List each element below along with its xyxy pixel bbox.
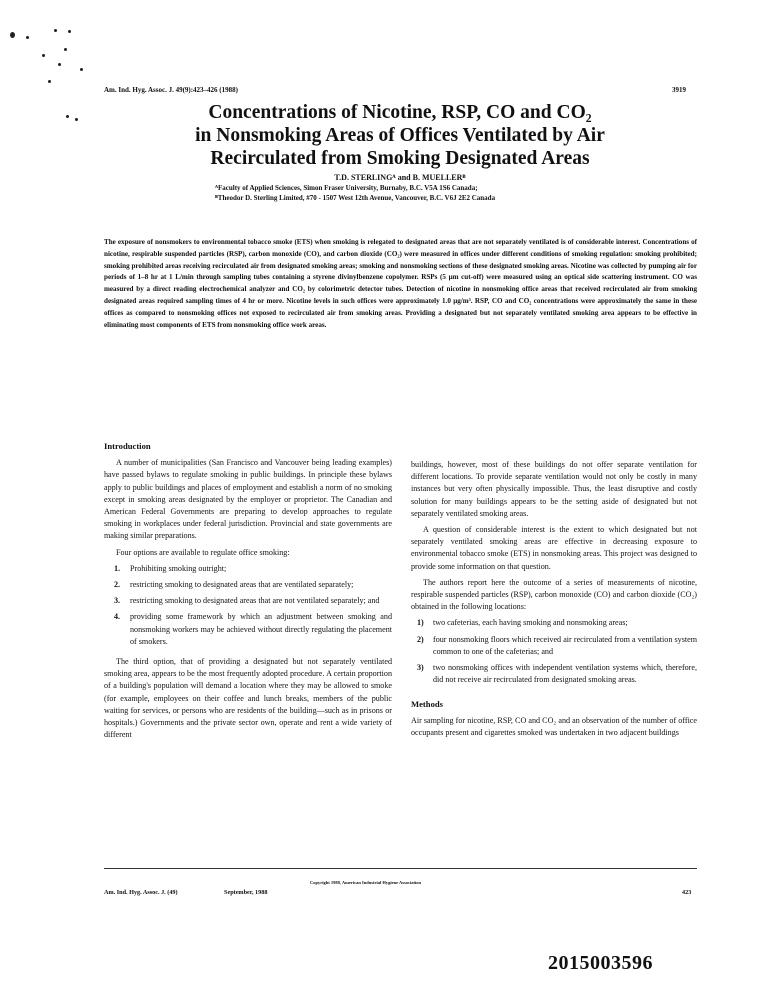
list-item: 3. restricting smoking to designated areas that are not ventilated separately; and: [114, 596, 380, 606]
list-item: 4. providing some framework by which an adjustment between smoking and nonsmoking workers may be achieved without directly regulating the placement of smokers.: [114, 612, 392, 646]
article-title: [120, 101, 680, 170]
bates-number: 2015003596: [548, 952, 653, 974]
right-paragraph-2: A question of considerable interest is the extent to which designated but not separately ventilated smoking areas are effective in decreasing exposure to environmental tobacco smoke (ETS) in nonsmoking areas. This project was designed to provide some information on that question.: [411, 525, 697, 571]
list-item: 2) four nonsmoking floors which received air recirculated from a ventilation system common to one of the cafeterias; and: [417, 634, 697, 656]
affiliation-2: ᴮTheodor D. Sterling Limited, #70 - 1507 West 12th Avenue, Vancouver, B.C. V6J 2E2 Canada: [215, 194, 496, 202]
methods-heading: Methods: [411, 699, 443, 710]
affiliation-1: ᴬFaculty of Applied Sciences, Simon Fraser University, Burnaby, B.C. V5A 1S6 Canada;: [215, 184, 478, 192]
list-item: 2. restricting smoking to designated areas that are ventilated separately;: [114, 580, 354, 590]
footer-page-number: 423: [682, 889, 692, 896]
right-paragraph-3: The authors report here the outcome of a series of measurements of nicotine, respirable suspended particles (RSP), carbon monoxide (CO) and carbon dioxide (CO₂) obtained in the following locations:: [411, 577, 697, 612]
list-item: 1. Prohibiting smoking outright;: [114, 563, 227, 573]
title-line-2: in Nonsmoking Areas of Offices Ventilated by Air: [195, 125, 605, 146]
intro-paragraph-3: The third option, that of providing a designated but not separately ventilated smoking area, appears to be the most frequently adopted procedure. A certain proportion of a building's population will demand a location where they may be allowed to smoke (for example, employees on their coffee and lunch breaks, members of the public waiting for services, or persons who are residents of the building—such as in prisons or hospitals.) Governments and the private sector own, operate and rent a wide variety of different: [104, 657, 392, 740]
intro-paragraph-2: Four options are available to regulate office smoking:: [116, 547, 290, 557]
title-line-3: Recirculated from Smoking Designated Areas: [210, 148, 590, 169]
abstract: The exposure of nonsmokers to environmental tobacco smoke (ETS) when smoking is relegated to designated areas that are not separately ventilated is of considerable interest. Concentrations of nicotine, respirable suspended particles (RSP), carbon monoxide (CO), and carbon dioxide (CO₂) were measured in offices under different conditions of smoking regulation: smoking prohibited; smoking prohibited areas receiving recirculated air from designated smoking areas; smoking and nonsmoking sections of these designated smoking areas. Nicotine was collected by pumping air for periods of 1–8 hr at 1 L/min through sampling tubes containing a styrene divinylbenzene copolymer. RSPs (5 μm cut-off) were measured using an optical side scattering instrument. CO was measured by a direct reading electrochemical analyzer and CO₂ by colorimetric detector tubes. Detection of nicotine in nonsmoking office areas that received recirculated air from smoking designated areas required sampling times of 4 hr or more. Nicotine levels in such offices were approximately 1.0 μg/m³. RSP, CO and CO₂ concentrations were approximately the same in these offices as compared to nonsmoking offices not exposed to recirculated air from smoking areas. Providing a designated but not separately ventilated smoking area appears to be effective in eliminating most components of ETS from nonsmoking office work areas.: [104, 238, 697, 329]
left-column: [104, 440, 392, 745]
options-list: [104, 563, 392, 648]
journal-reference: Am. Ind. Hyg. Assoc. J. 49(9):423–426 (1988): [104, 86, 238, 94]
right-column: [411, 459, 697, 743]
list-item: 1) two cafeterias, each having smoking and nonsmoking areas;: [417, 618, 628, 628]
authors: T.D. STERLINGᴬ and B. MUELLERᴮ: [334, 173, 466, 182]
locations-list: [411, 617, 697, 686]
copyright-line: Copyright 1988, American Industrial Hygiene Association: [310, 880, 422, 885]
intro-paragraph-1: A number of municipalities (San Francisco and Vancouver being leading examples) have passed bylaws to regulate smoking in public buildings. In principle these bylaws apply to public buildings and places of employment and establish a norm of no smoking except in smoking areas designated by the employer or proprietor. The Canadian and American Federal Governments are preparing to develop approaches to regulate smoking in workplaces under federal jurisdiction. Provincial and state governments are making similar preparations.: [104, 458, 392, 541]
right-paragraph-1: buildings, however, most of these buildings do not offer separate ventilation for different locations. To provide separate ventilation would not only be costly in many instances but very often physically impossible. Thus, the least disruptive and costly solution for many buildings appears to be the setting aside of designated but not separately ventilated smoking areas.: [411, 460, 697, 518]
page-code: 3919: [672, 86, 686, 94]
footer-date: September, 1988: [224, 889, 268, 896]
list-item: 3) two nonsmoking offices with independent ventilation systems which, therefore, did not receive air recirculated from designated smoking areas.: [417, 663, 697, 685]
introduction-heading: Introduction: [104, 441, 151, 451]
title-line-1: Concentrations of Nicotine, RSP, CO and CO₂: [208, 102, 592, 123]
footer-journal: Am. Ind. Hyg. Assoc. J. (49): [104, 889, 178, 896]
footer-rule: [104, 868, 697, 869]
methods-paragraph: Air sampling for nicotine, RSP, CO and CO₂ and an observation of the number of office occupants present and cigarettes smoked was undertaken in two adjacent buildings: [411, 715, 697, 737]
